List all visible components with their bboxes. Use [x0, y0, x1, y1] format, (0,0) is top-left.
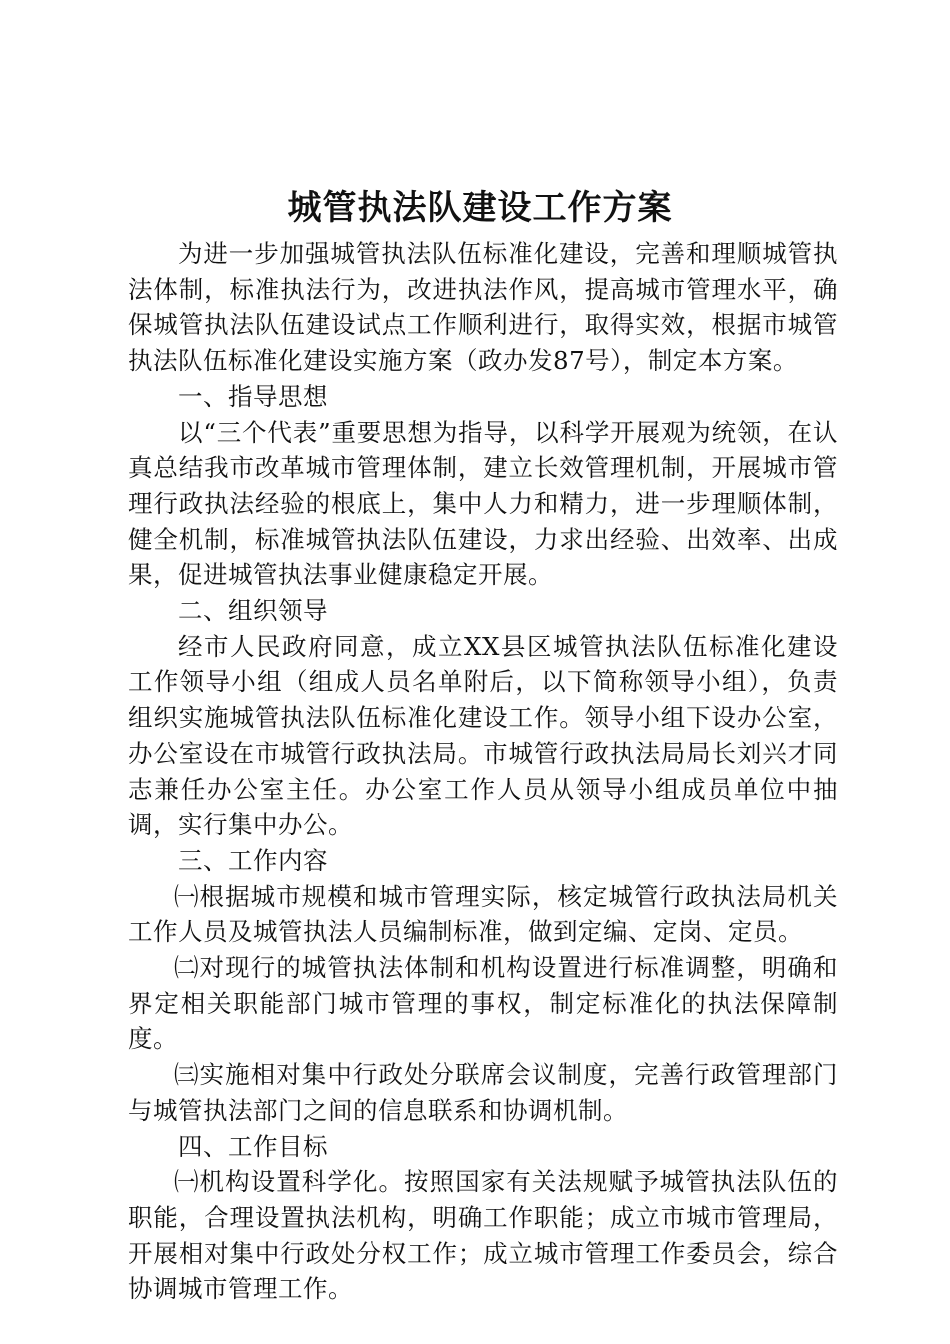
document-title: 城管执法队建设工作方案 — [287, 188, 673, 228]
document-body — [128, 236, 838, 1307]
work-content-item: ㈢实施相对集中行政处分联席会议制度，完善行政管理部门与城管执法部门之间的信息联系和协调机制。 — [128, 1060, 838, 1125]
section-paragraph-guiding-ideology: 以“三个代表”重要思想为指导，以科学开展观为统领，在认真总结我市改革城市管理体制，建立长效管理机制，开展城市管理行政执法经验的根底上，集中人力和精力，进一步理顺体制，健全机制，标准城管执法队伍建设，力求出经验、出效率、出成果，促进城管执法事业健康稳定开展。 — [128, 417, 838, 590]
work-content-item: ㈡对现行的城管执法体制和机构设置进行标准调整，明确和界定相关职能部门城市管理的事权，制定标准化的执法保障制度。 — [128, 953, 838, 1054]
section-heading-guiding-ideology: 一、指导思想 — [178, 381, 328, 411]
work-goal-item: ㈠机构设置科学化。按照国家有关法规赋予城管执法队伍的职能，合理设置执法机构，明确工作职能；成立市城市管理局，开展相对集中行政处分权工作；成立城市管理工作委员会，综合协调城市管理工作。 — [128, 1167, 838, 1304]
work-content-item: ㈠根据城市规模和城市管理实际，核定城管行政执法局机关工作人员及城管执法人员编制标准，做到定编、定岗、定员。 — [128, 881, 838, 947]
section-heading-work-content: 三、工作内容 — [178, 845, 328, 875]
intro-paragraph: 为进一步加强城管执法队伍标准化建设，完善和理顺城管执法体制，标准执法行为，改进执法作风，提高城市管理水平，确保城管执法队伍建设试点工作顺利进行，取得实效，根据市城管执法队伍标准化建设实施方案（政办发87号），制定本方案。 — [128, 239, 838, 376]
section-heading-work-goals: 四、工作目标 — [178, 1131, 328, 1161]
section-paragraph-organization: 经市人民政府同意，成立XX县区城管执法队伍标准化建设工作领导小组（组成人员名单附后，以下简称领导小组），负责组织实施城管执法队伍标准化建设工作。领导小组下设办公室，办公室设在市城管行政执法局。市城管行政执法局局长刘兴才同志兼任办公室主任。办公室工作人员从领导小组成员单位中抽调，实行集中办公。 — [128, 631, 838, 840]
section-heading-organization: 二、组织领导 — [178, 596, 328, 626]
